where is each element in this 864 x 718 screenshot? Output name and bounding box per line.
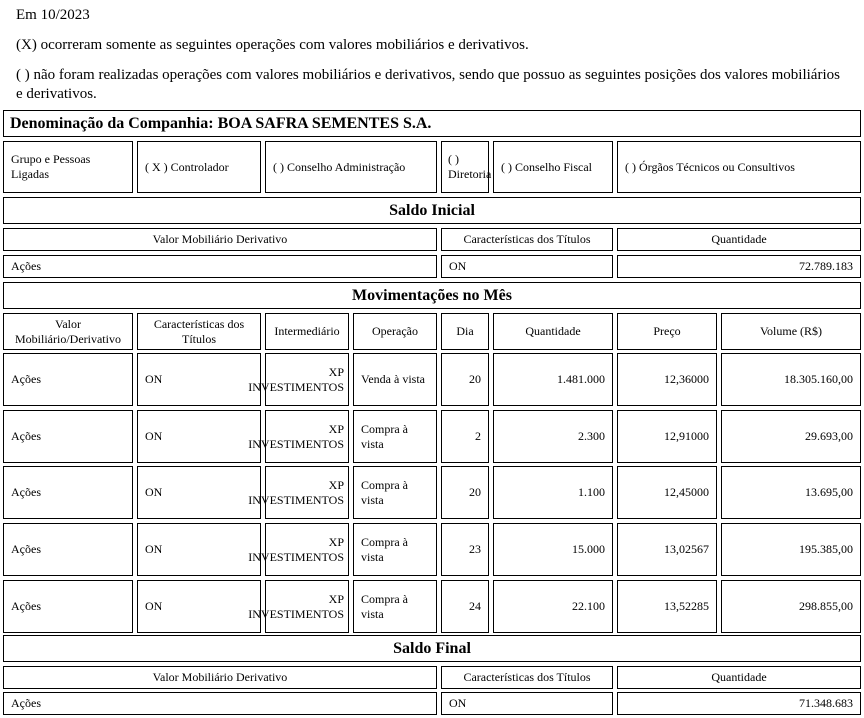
mov-cell-quantidade: 1.100 (493, 466, 613, 519)
mov-cell-quantidade: 2.300 (493, 410, 613, 463)
mov-cell-intermediario: XP INVESTIMENTOS (265, 410, 349, 463)
saldo-inicial-header-quantidade: Quantidade (617, 228, 861, 251)
mov-cell-volume: 29.693,00 (721, 410, 861, 463)
saldo-inicial-header-caracteristicas: Características dos Títulos (441, 228, 613, 251)
mov-cell-operacao: Compra à vista (353, 580, 437, 633)
saldo-inicial-caracteristicas: ON (441, 255, 613, 278)
mov-cell-dia: 24 (441, 580, 489, 633)
period-text: Em 10/2023 (16, 7, 90, 23)
group-controlador: ( X ) Controlador (137, 141, 261, 193)
option-operated-text: (X) ocorreram somente as seguintes operações com valores mobiliários e derivativos. (16, 37, 529, 53)
mov-cell-volume: 13.695,00 (721, 466, 861, 519)
group-diretoria: ( ) Diretoria (441, 141, 489, 193)
mov-cell-volume: 18.305.160,00 (721, 353, 861, 406)
company-title: Denominação da Companhia: BOA SAFRA SEMENTES S.A. (3, 110, 861, 137)
mov-cell-valor: Ações (3, 353, 133, 406)
mov-header-intermediario: Intermediário (265, 313, 349, 350)
mov-cell-caracteristicas: ON (137, 466, 261, 519)
mov-cell-dia: 23 (441, 523, 489, 576)
saldo-final-quantidade: 71.348.683 (617, 692, 861, 715)
mov-cell-dia: 20 (441, 353, 489, 406)
mov-cell-intermediario: XP INVESTIMENTOS (265, 353, 349, 406)
mov-cell-operacao: Compra à vista (353, 466, 437, 519)
mov-header-dia: Dia (441, 313, 489, 350)
option-not-operated-text: ( ) não foram realizadas operações com valores mobiliários e derivativos, sendo que possuo as seguintes posições dos valores mobiliários e derivativos. (16, 67, 840, 102)
saldo-inicial-valor: Ações (3, 255, 437, 278)
saldo-final-valor: Ações (3, 692, 437, 715)
mov-cell-valor: Ações (3, 523, 133, 576)
mov-header-preco: Preço (617, 313, 717, 350)
mov-cell-intermediario: XP INVESTIMENTOS (265, 523, 349, 576)
mov-header-valor: Valor Mobiliário/Derivativo (3, 313, 133, 350)
mov-cell-volume: 195.385,00 (721, 523, 861, 576)
mov-cell-operacao: Compra à vista (353, 410, 437, 463)
mov-cell-valor: Ações (3, 410, 133, 463)
mov-cell-operacao: Compra à vista (353, 523, 437, 576)
saldo-final-header-valor: Valor Mobiliário Derivativo (3, 666, 437, 689)
saldo-inicial-quantidade: 72.789.183 (617, 255, 861, 278)
mov-header-operacao: Operação (353, 313, 437, 350)
saldo-final-title: Saldo Final (3, 635, 861, 662)
mov-cell-quantidade: 22.100 (493, 580, 613, 633)
mov-cell-operacao: Venda à vista (353, 353, 437, 406)
mov-cell-caracteristicas: ON (137, 580, 261, 633)
group-conselho-administracao: ( ) Conselho Administração (265, 141, 437, 193)
group-conselho-fiscal: ( ) Conselho Fiscal (493, 141, 613, 193)
mov-cell-volume: 298.855,00 (721, 580, 861, 633)
mov-cell-dia: 20 (441, 466, 489, 519)
mov-cell-preco: 13,02567 (617, 523, 717, 576)
group-orgaos-tecnicos: ( ) Órgãos Técnicos ou Consultivos (617, 141, 861, 193)
mov-cell-valor: Ações (3, 466, 133, 519)
mov-cell-quantidade: 1.481.000 (493, 353, 613, 406)
mov-cell-intermediario: XP INVESTIMENTOS (265, 580, 349, 633)
mov-cell-preco: 13,52285 (617, 580, 717, 633)
mov-cell-dia: 2 (441, 410, 489, 463)
mov-cell-intermediario: XP INVESTIMENTOS (265, 466, 349, 519)
mov-header-quantidade: Quantidade (493, 313, 613, 350)
mov-header-volume: Volume (R$) (721, 313, 861, 350)
mov-cell-quantidade: 15.000 (493, 523, 613, 576)
group-label: Grupo e Pessoas Ligadas (3, 141, 133, 193)
mov-cell-preco: 12,36000 (617, 353, 717, 406)
mov-cell-valor: Ações (3, 580, 133, 633)
saldo-final-caracteristicas: ON (441, 692, 613, 715)
saldo-inicial-title: Saldo Inicial (3, 197, 861, 224)
mov-cell-caracteristicas: ON (137, 410, 261, 463)
movimentacoes-title: Movimentações no Mês (3, 282, 861, 309)
saldo-final-header-quantidade: Quantidade (617, 666, 861, 689)
mov-header-caracteristicas: Características dos Títulos (137, 313, 261, 350)
mov-cell-caracteristicas: ON (137, 523, 261, 576)
mov-cell-preco: 12,91000 (617, 410, 717, 463)
saldo-inicial-header-valor: Valor Mobiliário Derivativo (3, 228, 437, 251)
mov-cell-caracteristicas: ON (137, 353, 261, 406)
saldo-final-header-caracteristicas: Características dos Títulos (441, 666, 613, 689)
mov-cell-preco: 12,45000 (617, 466, 717, 519)
